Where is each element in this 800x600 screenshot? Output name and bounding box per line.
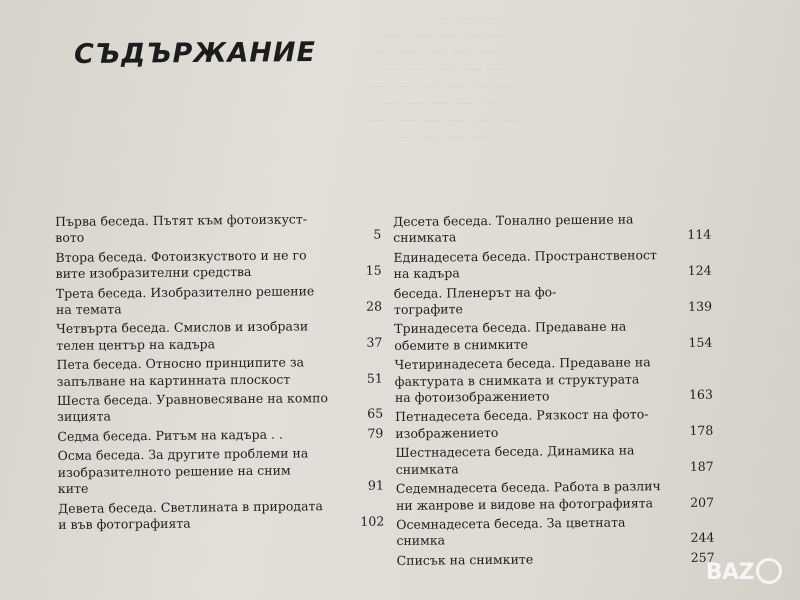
toc-entry <box>57 354 383 390</box>
toc-entry-line: Десета беседа. Тонално решение на <box>393 211 634 229</box>
toc-entry-title <box>393 246 711 282</box>
toc-entry-line: вото <box>55 230 85 246</box>
toc-entry-line: снимката <box>395 461 459 477</box>
toc-entry <box>57 390 383 426</box>
toc-entry-line: изобразителното решение на сним <box>57 462 291 480</box>
toc-entry-line: Първа беседа. Пътят към фотоизкуст- <box>55 211 308 229</box>
toc-entry <box>58 497 384 533</box>
toc-entry-line: Осма беседа. За другите проблеми на <box>57 445 309 464</box>
toc-entry <box>396 514 714 550</box>
toc-entry <box>395 442 713 478</box>
toc-entry-line: Единадесета беседа. Пространственост <box>393 247 657 265</box>
toc-entry-line: снимката <box>393 229 457 246</box>
toc-entry <box>56 282 382 318</box>
toc-entry-line: ни жанрове и видове на фотографията <box>395 494 654 513</box>
toc-entry-line: ките <box>57 480 89 497</box>
toc-entry-line: Осемнадесета беседа. За цветната <box>396 514 626 532</box>
toc-page-number: 114 <box>687 227 712 243</box>
toc-entry-line: на фотоизображението <box>394 388 550 406</box>
toc-entry-line: и във фотографията <box>58 515 191 532</box>
toc-entry-title <box>394 282 712 318</box>
toc-entry-title <box>396 478 714 514</box>
toc-page-number: 244 <box>690 529 715 546</box>
toc-page-number: 154 <box>688 334 713 350</box>
toc-entry-title <box>395 354 713 407</box>
toc-entry <box>396 478 714 514</box>
toc-entry-line: обемите в снимките <box>394 336 529 353</box>
toc-page-number: 79 <box>367 425 384 441</box>
toc-page-number: 207 <box>690 494 715 510</box>
toc-entry <box>394 318 712 354</box>
toc-entry-title <box>393 211 711 247</box>
toc-entry-title <box>56 282 382 318</box>
toc-entry-line: Втора беседа. Фотоизкуството и не го <box>55 247 307 265</box>
toc-page-number: 91 <box>367 477 384 493</box>
toc-entry <box>393 211 711 247</box>
toc-entry-title <box>397 549 715 569</box>
toc-page-number: 15 <box>365 262 382 278</box>
toc-entry-line: вите изобразителни средства <box>55 264 252 282</box>
toc-entry-title <box>57 354 383 390</box>
toc-entry-title <box>395 442 713 478</box>
toc-entry <box>397 549 715 569</box>
toc-entry <box>394 282 712 318</box>
toc-entry-line: запълване на картинната плоскост <box>56 371 291 389</box>
toc-entry <box>395 406 713 442</box>
toc-page-number: 28 <box>365 298 383 314</box>
toc-entry-title <box>56 318 382 354</box>
toc-entry-line: беседа. Пленерът на фо- <box>393 283 557 301</box>
toc-page-number: 65 <box>367 406 384 422</box>
toc-entry-line: телен център на кадъра <box>56 336 216 353</box>
toc-entry-line: Девета беседа. Светлината в природата <box>58 497 323 516</box>
toc-entry <box>55 246 381 282</box>
toc-entry-line: на темата <box>55 301 122 318</box>
toc-entry-title <box>57 425 383 445</box>
toc-entry <box>57 445 383 498</box>
toc-page-number: 37 <box>366 334 383 350</box>
toc-entry-line: снимка <box>396 532 446 549</box>
watermark-text: BAZ <box>705 560 754 585</box>
toc-entry-line: Тринадесета беседа. Предаване на <box>394 319 627 337</box>
toc-entry-line: зицията <box>57 408 111 425</box>
toc-entry-title <box>55 246 381 282</box>
toc-entry-title <box>396 514 714 550</box>
toc-entry-line: Пета беседа. Относно принципите за <box>56 354 305 373</box>
toc-entry <box>393 246 711 282</box>
toc-entry-line: фактурата в снимката и структурата <box>394 371 640 389</box>
toc-entry-line: на кадъра <box>393 265 460 282</box>
toc-page-number: 139 <box>688 298 713 314</box>
toc-entry-title <box>57 390 383 426</box>
page-title: СЪДЪРЖАНИЕ <box>73 36 317 71</box>
toc-entry <box>57 425 383 445</box>
toc-entry <box>395 354 713 407</box>
toc-entry-line: Списък на снимките <box>396 551 534 568</box>
toc-entry-title <box>57 445 383 498</box>
toc-page-number: 187 <box>689 458 714 474</box>
toc-page-number: 51 <box>366 370 383 386</box>
toc-entry-line: Петнадесета беседа. Рязкост на фото- <box>395 406 649 425</box>
toc-page-number: 257 <box>690 549 715 565</box>
toc-entry-title <box>58 497 384 533</box>
toc-entry-title <box>395 406 713 442</box>
toc-right-column <box>393 211 715 572</box>
toc-page-number: 163 <box>688 386 713 402</box>
check-circle-icon <box>756 558 782 584</box>
toc-entry-line: тографите <box>393 301 463 318</box>
bleed-through-text: ___ ___ ___ ___ ___ ___ ___ ___ ___ ___ ___ ___ ___ ___ ___ ___ ___ ___ ___ ___ ___ ___ ___ ___ ___ ___ ___ ___ ___ ___ ___ ___ ___ ___ ___ ___ ___ ___ ___ <box>368 5 519 138</box>
toc-entry-line: изображението <box>395 424 499 441</box>
toc-left-column <box>55 211 384 537</box>
toc-entry-line: Трета беседа. Изобразително решение <box>55 282 315 301</box>
toc-page-number: 102 <box>360 513 385 529</box>
toc-page-number: 178 <box>689 422 714 438</box>
toc-entry-line: Шестнадесета беседа. Динамика на <box>395 442 635 461</box>
toc-entry <box>55 211 381 247</box>
toc-entry-line: Четвърта беседа. Смислов и изобрази <box>56 318 309 337</box>
toc-entry-line: Седма беседа. Ритъм на кадъра . . <box>57 426 283 444</box>
toc-entry-line: Четиринадесета беседа. Предаване на <box>394 354 651 373</box>
toc-entry <box>56 318 382 354</box>
toc-page-number: 5 <box>373 226 382 243</box>
watermark-logo <box>706 560 782 586</box>
toc-entry-title <box>394 318 712 354</box>
toc-entry-line: Шеста беседа. Уравновесяване на компо <box>56 390 329 409</box>
toc-page-number: 124 <box>687 262 712 279</box>
toc-entry-line: Седемнадесета беседа. Работа в различ <box>395 478 661 497</box>
toc-entry-title <box>55 211 381 247</box>
